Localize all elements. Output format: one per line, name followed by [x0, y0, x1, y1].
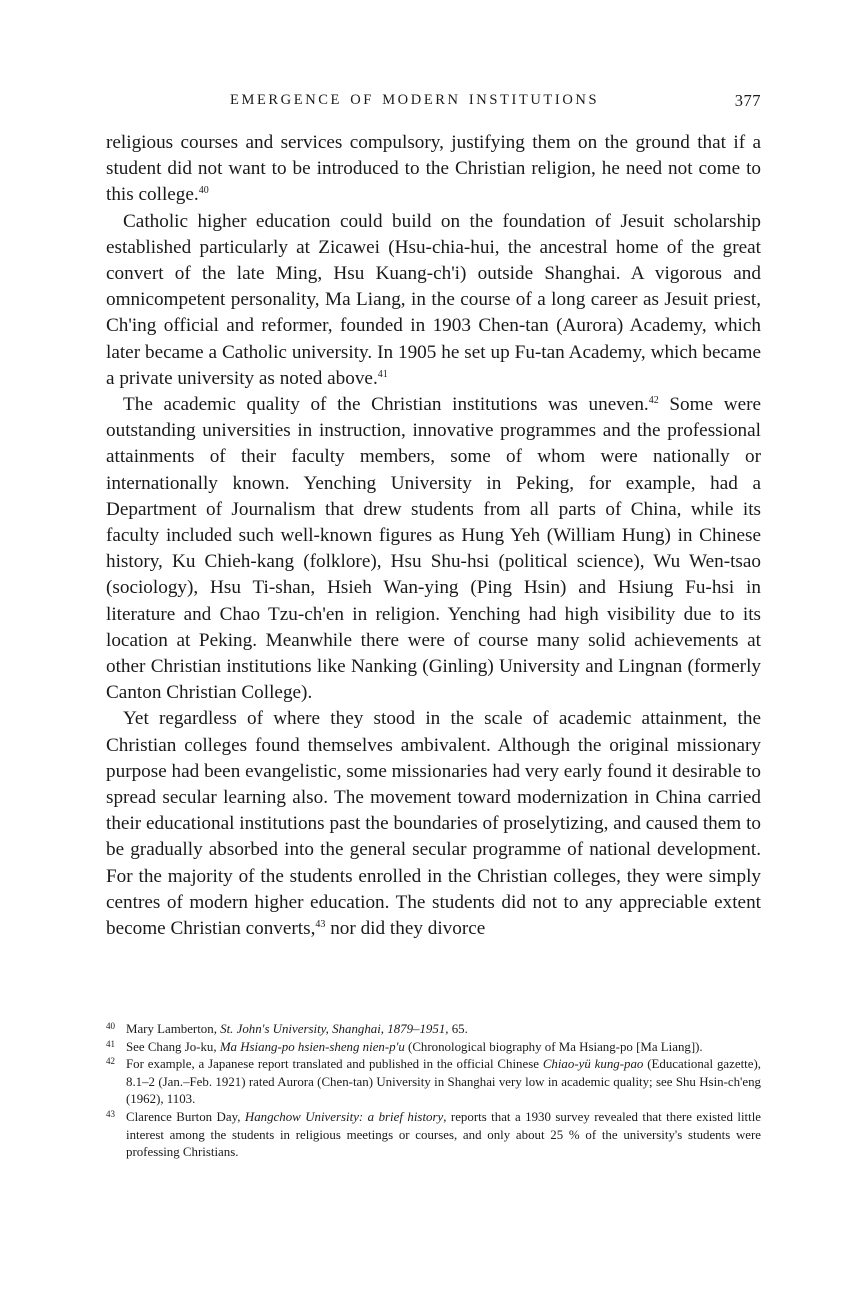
footnote-number: 40 [106, 1021, 115, 1031]
footnote-text [126, 1022, 468, 1036]
footnote-text-part: See Chang Jo-ku, [126, 1039, 220, 1054]
paragraph-text: The academic quality of the Christian institutions was uneven. [123, 394, 649, 416]
footnote-title: Chiao-yü kung-pao [542, 1057, 644, 1072]
footnote-ref[interactable]: 43 [315, 919, 326, 931]
running-title: EMERGENCE OF MODERN INSTITUTIONS [230, 92, 600, 108]
footnote-ref[interactable]: 41 [377, 368, 388, 380]
paragraph-text: religious courses and services compulsory, justifying them on the ground that if a student did not want to be introduced to the Christian religion, he need not come to this college. [106, 132, 761, 206]
paragraph-text: Catholic higher education could build on the foundation of Jesuit scholarship established particularly at Zicawei (Hsu-chia-hui, the ancestral home of the great convert of the late Ming, Hsu Kuang-ch'i) outside Shanghai. A vigorous and omnicompetent personality, Ma Liang, in the course of a long career as Jesuit priest, Ch'ing official and reformer, founded in 1903 Chen-tan (Aurora) Academy, which later became a Catholic university. In 1905 he set up Fu-tan Academy, which became a private university as noted above. [106, 210, 761, 389]
footnote-text [126, 1040, 703, 1054]
footnote-text [126, 1110, 761, 1159]
paragraph [106, 130, 761, 209]
footnote-text-part: (Educational gazette), 8.1–2 (Jan.–Feb. 1921) rated Aurora (Chen-tan) University in Shanghai very low in academic quality; see Shu Hsin-ch'eng (1962), 1103. [126, 1057, 761, 1107]
footnotes [106, 1021, 761, 1162]
footnote-ref[interactable]: 40 [198, 185, 209, 197]
footnote-text-part: Clarence Burton Day, [126, 1109, 245, 1124]
page-number: 377 [734, 91, 761, 110]
footnote-text-part: For example, a Japanese report translated and published in the official Chinese [126, 1057, 543, 1072]
paragraph-text: Yet regardless of where they stood in the scale of academic attainment, the Christian colleges found themselves ambivalent. Although the original missionary purpose had been evangelistic, some missionaries had very early found it desirable to spread secular learning also. The movement toward modernization in China carried their educational institutions past the boundaries of proselytizing, and caused them to be gradually absorbed into the general secular programme of national development. For the majority of the students enrolled in the Christian colleges, they were simply centres of modern higher education. The students did not to any appreciable extent become Christian converts, [106, 708, 761, 940]
footnote-ref[interactable]: 42 [648, 395, 659, 407]
footnote [106, 1109, 761, 1162]
footnote-title: Ma Hsiang-po hsien-sheng nien-p'u [219, 1039, 405, 1054]
footnote-number: 41 [106, 1038, 115, 1049]
footnote [106, 1039, 761, 1057]
paragraph [106, 706, 761, 942]
footnote-title: St. John's University, Shanghai, 1879–1951 [220, 1022, 446, 1036]
footnote-text-part: (Chronological biography of Ma Hsiang-po [Ma Liang]). [404, 1039, 703, 1054]
footnote [106, 1056, 761, 1109]
paragraph-text: Some were outstanding universities in instruction, innovative programmes and the professional attainments of their faculty members, some of whom were nationally or internationally known. Yenching University in Peking, for example, had a Department of Journalism that drew students from all parts of China, while its faculty included such well-known figures as Hung Yeh (William Hung) in Chinese history, Ku Chieh-kang (folklore), Hsu Shu-hsi (political science), Wu Wen-tsao (sociology), Hsu Ti-shan, Hsieh Wan-ying (Ping Hsin) and Hsiung Fu-hsi in literature and Chao Tzu-ch'en in religion. Yenching had high visibility due to its location at Peking. Meanwhile there were of course many solid achievements at other Christian institutions like Nanking (Ginling) University and Lingnan (formerly Canton Christian College). [106, 394, 761, 704]
page-header [106, 92, 761, 116]
footnote-text-part: Mary Lamberton, [126, 1022, 221, 1036]
paragraph [106, 209, 761, 392]
footnote-text [126, 1057, 761, 1106]
paragraph-text: nor did they divorce [325, 918, 486, 940]
footnote-number: 43 [106, 1108, 115, 1119]
footnote [106, 1021, 761, 1039]
paragraph [106, 392, 761, 706]
body-text [106, 130, 761, 942]
footnote-text-part: , 65. [445, 1022, 468, 1036]
footnote-number: 42 [106, 1056, 115, 1067]
footnote-text-part: , reports that a 1930 survey revealed that there existed little interest among the students in religious meetings or courses, and only about 25 % of the university's students were professing Christians. [126, 1109, 762, 1160]
footnote-title: Hangchow University: a brief history [244, 1109, 444, 1124]
